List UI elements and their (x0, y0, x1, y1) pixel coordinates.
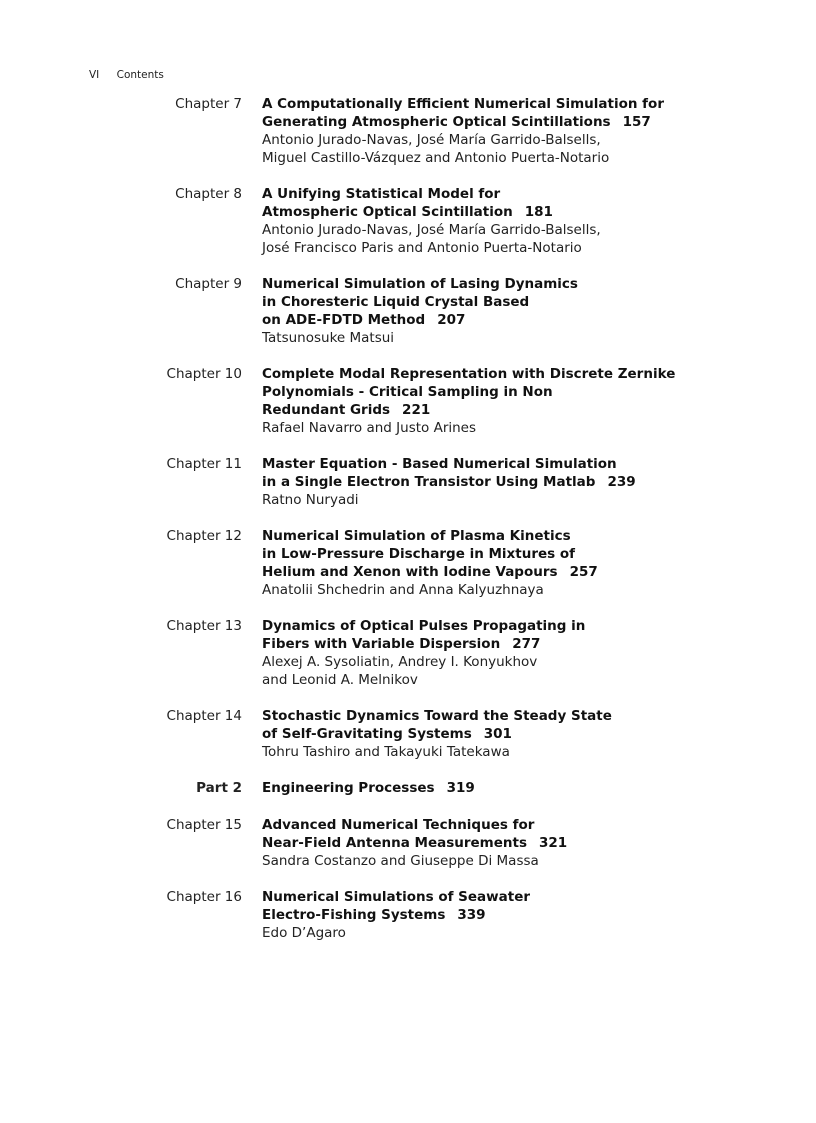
toc-chapter-entry (0, 527, 816, 599)
table-of-contents (0, 95, 816, 960)
entry-body (262, 365, 682, 437)
author-line: and Leonid A. Melnikov (262, 672, 418, 688)
title-text: of Self-Gravitating Systems (262, 726, 472, 742)
entry-authors (262, 653, 682, 689)
entry-body (262, 816, 682, 870)
title-line (262, 617, 682, 635)
title-text: in Low-Pressure Discharge in Mixtures of (262, 546, 576, 562)
entry-body (262, 275, 682, 347)
title-line (262, 311, 682, 329)
title-line (262, 834, 682, 852)
chapter-label: Chapter 12 (166, 528, 242, 544)
entry-body (262, 888, 682, 942)
title-text: Engineering Processes (262, 780, 435, 796)
entry-authors (262, 491, 682, 509)
title-text: Stochastic Dynamics Toward the Steady State (262, 708, 612, 724)
author-line: Antonio Jurado-Navas, José María Garrido-Balsells, (262, 132, 601, 148)
title-line (262, 563, 682, 581)
entry-title (262, 779, 682, 797)
author-line: Sandra Costanzo and Giuseppe Di Massa (262, 853, 539, 869)
title-text: in a Single Electron Transistor Using Matlab (262, 474, 596, 490)
title-text: A Computationally Efficient Numerical Simulation for (262, 96, 664, 112)
author-line: Tatsunosuke Matsui (262, 330, 395, 346)
page-reference: 339 (457, 907, 486, 923)
running-head (89, 69, 164, 81)
entry-body (262, 527, 682, 599)
title-text: Numerical Simulation of Plasma Kinetics (262, 528, 571, 544)
toc-chapter-entry (0, 455, 816, 509)
page-reference: 321 (539, 835, 568, 851)
toc-chapter-entry (0, 95, 816, 167)
author-line: Edo D’Agaro (262, 925, 346, 941)
title-line (262, 473, 682, 491)
title-line (262, 906, 682, 924)
title-line (262, 816, 682, 834)
entry-body (262, 707, 682, 761)
entry-authors (262, 329, 682, 347)
title-line (262, 635, 682, 653)
page-reference: 207 (437, 312, 466, 328)
title-text: Numerical Simulations of Seawater (262, 889, 531, 905)
page-reference: 319 (446, 780, 475, 796)
entry-title (262, 455, 682, 491)
chapter-label: Chapter 13 (166, 618, 242, 634)
chapter-label: Chapter 10 (166, 366, 242, 382)
toc-chapter-entry (0, 275, 816, 347)
entry-authors (262, 852, 682, 870)
title-line (262, 185, 682, 203)
title-text: Master Equation - Based Numerical Simulation (262, 456, 617, 472)
toc-chapter-entry (0, 617, 816, 689)
toc-chapter-entry (0, 707, 816, 761)
chapter-label: Chapter 11 (166, 456, 242, 472)
running-head-title: Contents (116, 69, 164, 81)
entry-authors (262, 924, 682, 942)
title-text: Polynomials - Critical Sampling in Non (262, 384, 553, 400)
page-number: VI (89, 69, 100, 81)
title-line (262, 527, 682, 545)
toc-chapter-entry (0, 185, 816, 257)
author-line: Ratno Nuryadi (262, 492, 359, 508)
page-reference: 181 (524, 204, 553, 220)
entry-body (262, 185, 682, 257)
entry-authors (262, 419, 682, 437)
part-label: Part 2 (196, 780, 242, 796)
entry-title (262, 95, 682, 131)
page-reference: 157 (622, 114, 651, 130)
title-text: Numerical Simulation of Lasing Dynamics (262, 276, 578, 292)
author-line: Alexej A. Sysoliatin, Andrey I. Konyukhov (262, 654, 538, 670)
title-line (262, 888, 682, 906)
entry-authors (262, 581, 682, 599)
entry-title (262, 816, 682, 852)
entry-body (262, 617, 682, 689)
title-text: Redundant Grids (262, 402, 391, 418)
chapter-label: Chapter 7 (175, 96, 242, 112)
title-text: Atmospheric Optical Scintillation (262, 204, 513, 220)
title-text: A Unifying Statistical Model for (262, 186, 501, 202)
chapter-label: Chapter 14 (166, 708, 242, 724)
chapter-label: Chapter 9 (175, 276, 242, 292)
page-reference: 221 (402, 402, 431, 418)
author-line: Rafael Navarro and Justo Arines (262, 420, 477, 436)
entry-body (262, 455, 682, 509)
title-line (262, 203, 682, 221)
entry-title (262, 707, 682, 743)
entry-authors (262, 743, 682, 761)
title-line (262, 455, 682, 473)
chapter-label: Chapter 15 (166, 817, 242, 833)
title-text: in Choresteric Liquid Crystal Based (262, 294, 530, 310)
title-text: Complete Modal Representation with Discrete Zernike (262, 366, 676, 382)
author-line: Antonio Jurado-Navas, José María Garrido-Balsells, (262, 222, 601, 238)
entry-title (262, 888, 682, 924)
page-reference: 239 (607, 474, 636, 490)
chapter-label: Chapter 16 (166, 889, 242, 905)
entry-body (262, 95, 682, 167)
title-text: Generating Atmospheric Optical Scintillations (262, 114, 611, 130)
entry-title (262, 275, 682, 329)
title-text: Fibers with Variable Dispersion (262, 636, 501, 652)
toc-chapter-entry (0, 888, 816, 942)
title-line (262, 275, 682, 293)
page-reference: 277 (512, 636, 541, 652)
title-text: on ADE-FDTD Method (262, 312, 426, 328)
author-line: Tohru Tashiro and Takayuki Tatekawa (262, 744, 510, 760)
entry-title (262, 527, 682, 581)
entry-body (262, 779, 682, 797)
title-line (262, 113, 682, 131)
title-text: Dynamics of Optical Pulses Propagating in (262, 618, 586, 634)
entry-title (262, 617, 682, 653)
page-reference: 301 (483, 726, 512, 742)
entry-title (262, 185, 682, 221)
title-text: Near-Field Antenna Measurements (262, 835, 528, 851)
entry-authors (262, 221, 682, 257)
page-reference: 257 (569, 564, 598, 580)
title-line (262, 401, 682, 419)
author-line: Anatolii Shchedrin and Anna Kalyuzhnaya (262, 582, 544, 598)
title-line (262, 779, 682, 797)
title-line (262, 707, 682, 725)
toc-part-entry (0, 779, 816, 797)
toc-chapter-entry (0, 365, 816, 437)
title-line (262, 545, 682, 563)
chapter-label: Chapter 8 (175, 186, 242, 202)
title-line (262, 725, 682, 743)
title-text: Advanced Numerical Techniques for (262, 817, 535, 833)
author-line: José Francisco Paris and Antonio Puerta-Notario (262, 240, 582, 256)
entry-title (262, 365, 682, 419)
title-line (262, 95, 682, 113)
title-line (262, 293, 682, 311)
toc-chapter-entry (0, 816, 816, 870)
author-line: Miguel Castillo-Vázquez and Antonio Puerta-Notario (262, 150, 610, 166)
entry-authors (262, 131, 682, 167)
title-line (262, 383, 682, 401)
title-text: Electro-Fishing Systems (262, 907, 446, 923)
title-line (262, 365, 682, 383)
title-text: Helium and Xenon with Iodine Vapours (262, 564, 558, 580)
